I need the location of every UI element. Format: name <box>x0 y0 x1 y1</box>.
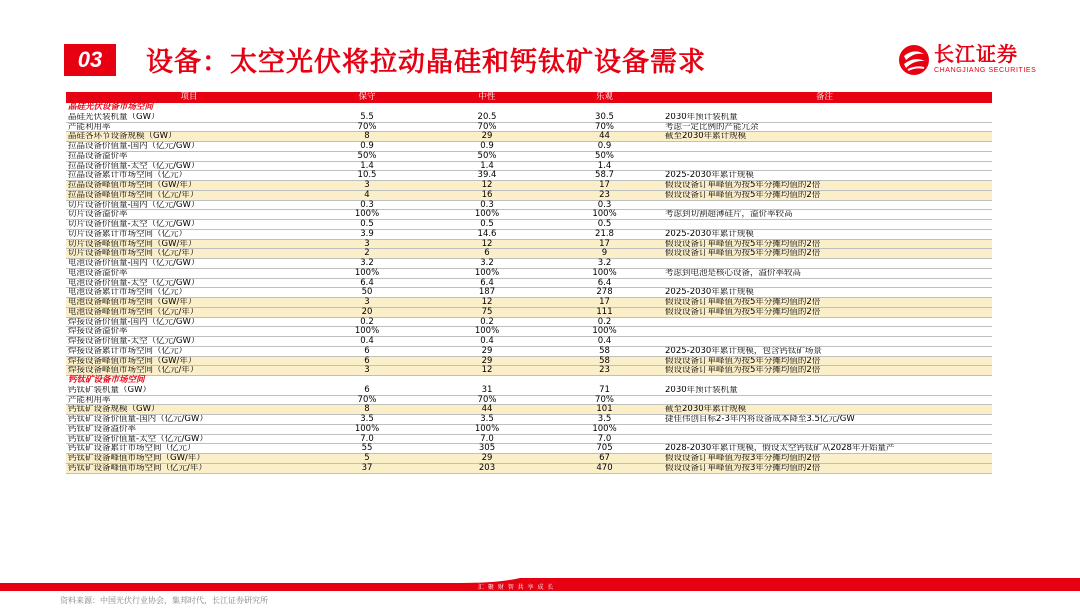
table-cell: 14.6 <box>477 228 497 239</box>
table-cell: 拉晶设备累计市场空间（亿元） <box>68 171 188 180</box>
table-row <box>66 425 992 435</box>
table-row <box>66 405 992 415</box>
table-cell: 2030年预计装机量 <box>665 112 738 122</box>
table-cell <box>657 152 992 161</box>
table-cell: 20 <box>361 306 373 317</box>
table-cell: 3 <box>364 365 370 376</box>
table-cell: 0.9 <box>597 141 612 151</box>
table-cell: 考虑一定比例的产能冗余 <box>665 122 759 132</box>
table-row <box>66 220 992 230</box>
table-cell: 假设设备订单峰值为按5年分摊均值的2倍 <box>665 190 821 200</box>
table-cell: 考虑到电池是核心设备，溢价率较高 <box>665 268 802 278</box>
section-row <box>66 103 992 113</box>
table-cell: 假设设备订单峰值为按5年分摊均值的2倍 <box>665 298 821 307</box>
table-cell <box>657 318 992 327</box>
table-cell: 捷佳伟创目标2-3年内将设备成本降至3.5亿元/GW <box>665 415 855 424</box>
table-cell: 100% <box>354 267 380 278</box>
table-cell: 203 <box>478 462 496 473</box>
table-cell: 5 <box>364 453 370 463</box>
table-cell: 1.4 <box>480 160 494 171</box>
table-cell: 2028-2030年累计规模，假设太空钙钛矿从2028年开始量产 <box>665 444 895 453</box>
table-cell: 58.7 <box>595 170 614 181</box>
table-cell: 假设设备订单峰值为按5年分摊均值的2倍 <box>665 249 821 258</box>
table-row <box>66 113 992 123</box>
table-cell: 23 <box>599 189 610 200</box>
table-cell <box>657 435 992 444</box>
table-row <box>66 464 992 474</box>
table-cell: 拉晶设备价值量-太空（亿元/GW） <box>68 161 200 171</box>
table-cell: 假设设备订单峰值为按3年分摊均值的2倍 <box>665 454 821 463</box>
table-cell: 29 <box>481 355 493 366</box>
table-row <box>66 259 992 269</box>
table-cell: 2025-2030年累计规模 <box>665 171 754 180</box>
table-cell: 钙钛矿设备价值量-太空（亿元/GW） <box>68 434 208 444</box>
table-cell: 切片设备峰值市场空间（亿元/年） <box>68 249 199 258</box>
table-cell: 58 <box>599 345 610 356</box>
table-row <box>66 279 992 289</box>
table-cell: 切片设备价值量-太空（亿元/GW） <box>68 220 200 229</box>
source-note: 资料来源：中国光伏行业协会，集邦时代，长江证券研究所 <box>60 596 268 605</box>
table-cell: 31 <box>481 384 493 395</box>
table-cell: 12 <box>481 365 493 376</box>
table-cell: 3.2 <box>480 258 494 268</box>
table-cell: 278 <box>596 287 613 298</box>
table-cell: 6 <box>364 345 370 356</box>
table-cell: 拉晶设备峰值市场空间（亿元/年） <box>68 190 199 200</box>
table-cell: 钙钛矿设备峰值市场空间（亿元/年） <box>68 463 207 473</box>
table-cell: 3.5 <box>597 414 612 424</box>
table-cell: 6 <box>484 248 490 259</box>
logo-mark-icon <box>898 42 930 76</box>
table-cell: 3 <box>364 180 370 190</box>
table-cell: 9 <box>601 248 608 259</box>
table-cell: 39.4 <box>477 170 497 181</box>
table-cell: 电池设备峰值市场空间（GW/年） <box>68 298 197 307</box>
table-cell: 0.5 <box>480 219 494 229</box>
table-row <box>66 288 992 298</box>
table-row <box>66 230 992 240</box>
table-cell: 考虑到切割超薄硅片，溢价率较高 <box>665 210 793 219</box>
table-cell: 17 <box>599 297 610 307</box>
table-cell: 2 <box>364 248 370 259</box>
table-cell: 切片设备峰值市场空间（GW/年） <box>68 239 197 249</box>
table-cell <box>657 201 992 210</box>
table-cell: 0.3 <box>597 199 612 210</box>
table-row <box>66 142 992 152</box>
table-cell: 70% <box>357 394 377 405</box>
table-cell: 67 <box>599 453 610 463</box>
table-cell: 切片设备溢价率 <box>68 210 128 219</box>
table-cell: 50% <box>357 150 377 161</box>
table-cell: 0.5 <box>597 219 612 229</box>
table-cell: 8 <box>364 404 370 415</box>
table-cell: 3.2 <box>597 258 612 268</box>
table-cell: 钙钛矿设备峰值市场空间（GW/年） <box>68 454 205 463</box>
table-cell: 切片设备价值量-国内（亿元/GW） <box>68 200 200 210</box>
table-cell <box>657 337 992 346</box>
table-row <box>66 366 992 376</box>
table-cell: 截至2030年累计规模 <box>665 132 747 141</box>
section-badge: 03 <box>64 44 116 76</box>
table-cell: 44 <box>599 131 610 142</box>
table-cell: 50% <box>595 150 614 161</box>
table-cell: 3 <box>364 297 370 307</box>
table-cell: 截至2030年累计规模 <box>665 405 747 414</box>
table-cell: 20.5 <box>477 111 497 122</box>
table-cell: 产能利用率 <box>68 122 111 132</box>
table-cell: 111 <box>596 306 613 317</box>
table-cell: 拉晶设备峰值市场空间（GW/年） <box>68 181 197 190</box>
table-cell: 0.2 <box>480 316 494 327</box>
table-cell: 0.4 <box>597 336 612 346</box>
table-cell: 100% <box>592 209 617 220</box>
table-cell: 电池设备价值量-国内（亿元/GW） <box>68 259 200 268</box>
table-cell: 101 <box>596 404 613 415</box>
column-header: 乐观 <box>595 92 613 102</box>
table-cell: 21.8 <box>595 228 614 239</box>
table-cell: 100% <box>474 267 500 278</box>
table-cell: 3.5 <box>360 414 374 424</box>
table-cell: 8 <box>364 131 370 142</box>
table-cell: 焊接设备峰值市场空间（GW/年） <box>68 356 197 366</box>
table-cell: 6 <box>364 384 370 395</box>
table-row <box>66 337 992 347</box>
table-cell: 100% <box>354 423 380 434</box>
table-cell: 17 <box>599 238 610 249</box>
section-row <box>66 376 992 386</box>
table-cell: 6.4 <box>360 277 374 288</box>
section-label: 钙钛矿设备市场空间 <box>68 375 145 385</box>
table-cell: 拉晶设备溢价率 <box>68 151 128 161</box>
table-cell: 0.9 <box>360 141 374 151</box>
table-cell: 假设设备订单峰值为按5年分摊均值的2倍 <box>665 239 821 249</box>
table-cell: 12 <box>481 238 493 249</box>
table-cell: 50% <box>477 150 497 161</box>
table-cell: 焊接设备溢价率 <box>68 327 128 336</box>
table-cell: 187 <box>478 287 496 298</box>
table-cell: 假设设备订单峰值为按5年分摊均值的2倍 <box>665 356 821 366</box>
table-cell: 5.5 <box>360 111 374 122</box>
table-cell <box>657 396 992 405</box>
table-row <box>66 327 992 337</box>
table-cell: 100% <box>592 423 617 434</box>
table-cell: 钙钛矿设备溢价率 <box>68 424 137 434</box>
table-cell: 0.2 <box>360 316 374 327</box>
table-row <box>66 162 992 172</box>
table-cell: 50 <box>361 287 373 298</box>
table-cell: 305 <box>478 443 496 454</box>
table-cell: 44 <box>481 404 493 415</box>
table-cell: 70% <box>477 121 497 132</box>
table-cell: 70% <box>595 121 614 132</box>
table-row <box>66 454 992 464</box>
table-cell: 100% <box>592 267 617 278</box>
table-cell: 6.4 <box>597 277 612 288</box>
table-cell: 1.4 <box>360 160 374 171</box>
table-cell: 100% <box>592 326 617 337</box>
table-row <box>66 357 992 367</box>
footer-slogan: 汇 聚 财 智 共 享 成 长 <box>478 584 555 591</box>
table-cell: 100% <box>354 326 380 337</box>
table-cell: 37 <box>361 462 373 473</box>
table-cell: 2025-2030年累计规模，包含钙钛矿场景 <box>665 346 822 356</box>
company-logo <box>898 42 1037 78</box>
table-cell: 71 <box>599 384 610 395</box>
table-cell: 70% <box>357 121 377 132</box>
table-cell: 10.5 <box>357 170 377 181</box>
table-cell: 焊接设备价值量-太空（亿元/GW） <box>68 337 200 346</box>
table-cell: 7.0 <box>480 433 494 444</box>
table-cell: 7.0 <box>597 433 612 444</box>
table-cell: 55 <box>361 443 373 454</box>
table-row <box>66 240 992 250</box>
table-cell: 焊接设备价值量-国内（亿元/GW） <box>68 317 200 327</box>
table-row <box>66 318 992 328</box>
table-cell: 2025-2030年累计规模 <box>665 229 754 239</box>
table-cell <box>657 327 992 336</box>
table-header <box>66 92 992 103</box>
table-cell: 16 <box>481 189 493 200</box>
table-cell: 100% <box>474 209 500 220</box>
data-table <box>66 92 992 474</box>
table-cell: 29 <box>481 345 493 356</box>
table-cell: 假设设备订单峰值为按3年分摊均值的2倍 <box>665 463 821 473</box>
table-cell: 0.4 <box>480 336 494 346</box>
table-row <box>66 415 992 425</box>
table-cell <box>657 142 992 151</box>
table-row <box>66 152 992 162</box>
table-cell: 晶硅光伏装机量（GW） <box>68 112 160 122</box>
table-cell: 0.9 <box>480 141 494 151</box>
table-cell: 75 <box>481 306 493 317</box>
column-header: 中性 <box>478 92 496 102</box>
column-header: 项目 <box>180 92 198 102</box>
table-cell: 12 <box>481 297 493 307</box>
column-header: 备注 <box>815 92 833 102</box>
table-cell: 3.5 <box>480 414 494 424</box>
table-cell: 100% <box>474 326 500 337</box>
table-cell: 电池设备价值量-太空（亿元/GW） <box>68 278 200 288</box>
table-cell: 切片设备累计市场空间（亿元） <box>68 229 188 239</box>
table-row <box>66 249 992 259</box>
table-cell: 29 <box>481 131 493 142</box>
table-row <box>66 210 992 220</box>
logo-subtext: CHANGJIANG SECURITIES <box>934 67 1037 74</box>
column-header: 保守 <box>358 92 376 102</box>
table-row <box>66 132 992 142</box>
table-cell: 3.9 <box>360 228 374 239</box>
table-cell: 100% <box>474 423 500 434</box>
table-cell: 电池设备峰值市场空间（亿元/年） <box>68 307 199 317</box>
table-cell: 29 <box>481 453 493 463</box>
table-cell <box>657 279 992 288</box>
table-cell: 4 <box>364 189 370 200</box>
table-cell: 0.3 <box>360 199 374 210</box>
table-row <box>66 308 992 318</box>
table-cell: 钙钛矿设备累计市场空间（亿元） <box>68 444 196 453</box>
table-row <box>66 347 992 357</box>
table-cell <box>657 220 992 229</box>
table-row <box>66 396 992 406</box>
table-cell: 钙钛矿设备价值量-国内（亿元/GW） <box>68 415 208 424</box>
table-cell: 30.5 <box>595 111 614 122</box>
table-cell: 6 <box>364 355 370 366</box>
table-cell: 电池设备溢价率 <box>68 268 128 278</box>
table-cell: 70% <box>595 394 614 405</box>
table-cell: 3 <box>364 238 370 249</box>
table-cell: 拉晶设备价值量-国内（亿元/GW） <box>68 142 200 151</box>
table-row <box>66 181 992 191</box>
table-cell: 焊接设备峰值市场空间（亿元/年） <box>68 366 199 375</box>
table-row <box>66 191 992 201</box>
table-row <box>66 201 992 211</box>
table-cell: 焊接设备累计市场空间（亿元） <box>68 346 188 356</box>
table-row <box>66 435 992 445</box>
table-cell: 100% <box>354 209 380 220</box>
table-cell: 假设设备订单峰值为按5年分摊均值的2倍 <box>665 307 821 317</box>
table-cell: 0.4 <box>360 336 374 346</box>
table-cell: 晶硅各环节设备规模（GW） <box>68 132 177 141</box>
section-label: 晶硅光伏设备市场空间 <box>68 102 154 112</box>
table-row <box>66 386 992 396</box>
table-cell: 7.0 <box>360 433 374 444</box>
table-cell <box>657 259 992 268</box>
table-cell: 17 <box>599 180 610 190</box>
table-cell: 假设设备订单峰值为按5年分摊均值的2倍 <box>665 181 821 190</box>
table-cell <box>657 162 992 171</box>
table-cell: 电池设备累计市场空间（亿元） <box>68 288 188 297</box>
table-row <box>66 171 992 181</box>
table-cell: 2025-2030年累计规模 <box>665 288 754 297</box>
table-cell: 0.3 <box>480 199 494 210</box>
table-cell <box>657 425 992 434</box>
table-row <box>66 269 992 279</box>
table-cell: 1.4 <box>597 160 612 171</box>
table-cell: 钙钛矿设备规模（GW） <box>68 405 160 414</box>
logo-text: 长江证券 <box>934 42 1018 66</box>
table-cell: 58 <box>599 355 610 366</box>
table-cell: 3.2 <box>360 258 374 268</box>
table-cell: 12 <box>481 180 493 190</box>
table-cell: 钙钛矿装机量（GW） <box>68 385 151 395</box>
table-row <box>66 444 992 454</box>
table-cell: 70% <box>477 394 497 405</box>
table-row <box>66 298 992 308</box>
table-cell: 0.2 <box>597 316 612 327</box>
table-cell: 6.4 <box>480 277 494 288</box>
table-cell: 0.5 <box>360 219 374 229</box>
table-cell: 23 <box>599 365 610 376</box>
table-row <box>66 123 992 133</box>
table-body <box>66 103 992 474</box>
table-cell: 705 <box>596 443 613 454</box>
table-cell: 产能利用率 <box>68 395 111 405</box>
page-title: 设备：太空光伏将拉动晶硅和钙钛矿设备需求 <box>146 47 706 78</box>
table-cell: 假设设备订单峰值为按5年分摊均值的2倍 <box>665 366 821 375</box>
table-cell: 2030年预计装机量 <box>665 385 738 395</box>
table-cell: 470 <box>596 462 613 473</box>
